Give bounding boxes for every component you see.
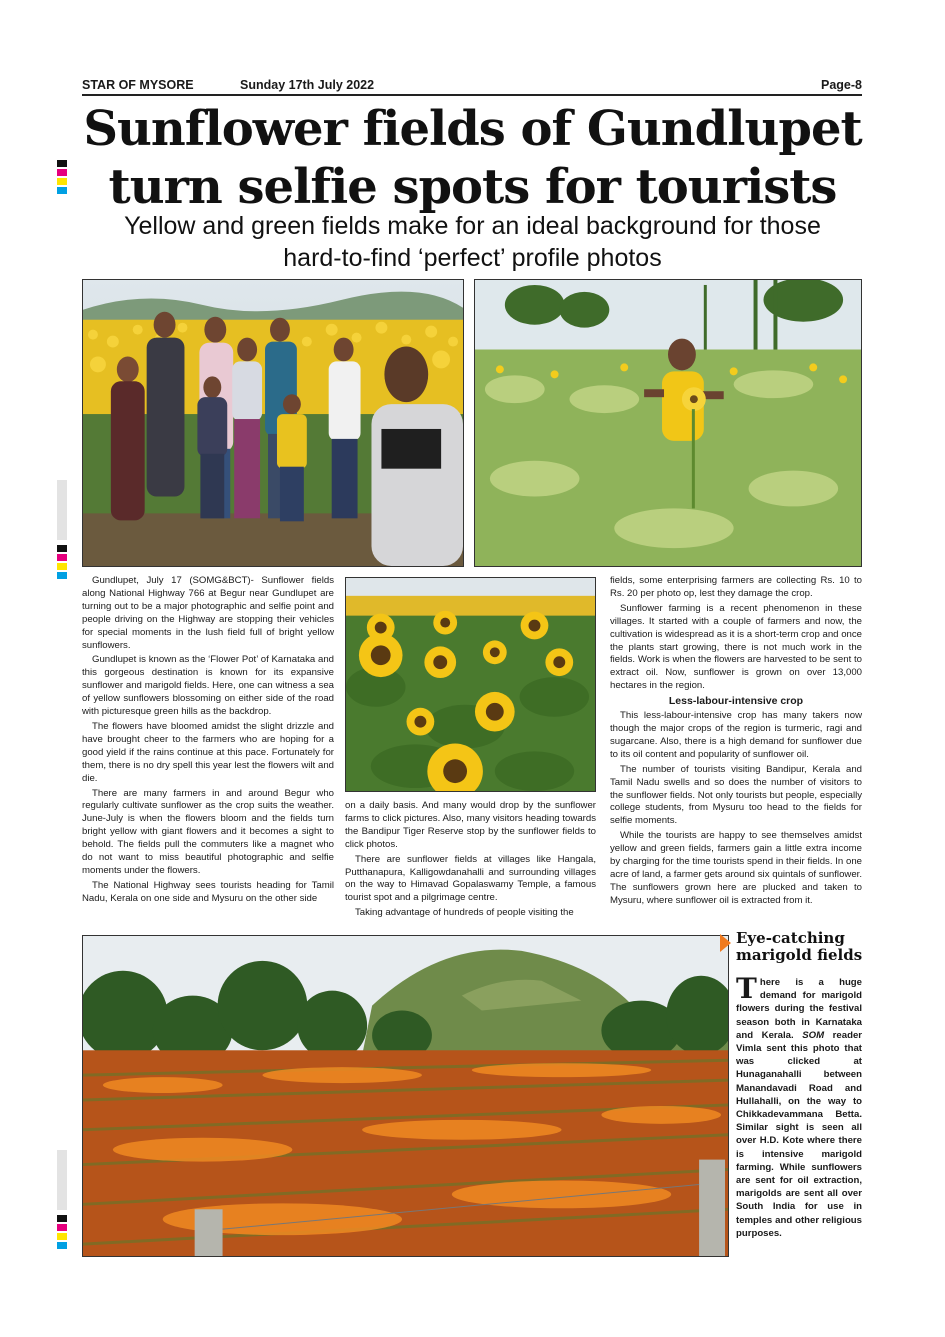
sidebar-title bbox=[736, 930, 865, 964]
section-subheading: Less-labour-intensive crop bbox=[668, 695, 804, 708]
drop-cap: T bbox=[736, 972, 757, 1005]
article-paragraph: While the tourists are happy to see themselves amidst yellow and green fields, farmers gain a little extra income by charging for the time tourists spend in their fields. In one acre of land, a farmer gets around six quintals of sunflower. The sunflowers grown here are plucked and taken to Mysuru, where sunflower oil is extracted from it. bbox=[610, 830, 862, 906]
article-column-2 bbox=[345, 800, 596, 922]
sunflower-closeup-photo bbox=[345, 577, 596, 792]
article-paragraph: There are sunflower fields at villages like Hangala, Putthanapura, Kalligowdanahalli and surrounding villages on the way to Himavad Gopalaswamy Temple, a famous tourist spot and a pilgrimage centre. bbox=[345, 853, 596, 904]
group-selfie-photo bbox=[82, 279, 464, 567]
registration-marks-bottom bbox=[57, 1215, 67, 1251]
headline-line-2: turn selfie spots for tourists bbox=[108, 159, 837, 215]
issue-date: Sunday 17th July 2022 bbox=[240, 78, 375, 92]
subheadline-line-2: hard-to-find ‘perfect’ profile photos bbox=[283, 244, 662, 272]
sidebar-body bbox=[736, 972, 863, 1240]
article-paragraph: There are many farmers in and around Begur who regularly cultivate sunflower as the crop suits the weather. June-July is when the flowers bloom and the fields turn bright yellow with giant flowers and it becomes a sight to behold. The fields pull the commuters like a magnet who do not want to miss beautiful photographic and selfie moments under the flowers. bbox=[82, 787, 334, 876]
man-in-sunflower-field-photo bbox=[474, 279, 862, 567]
article-paragraph: fields, some enterprising farmers are collecting Rs. 10 to Rs. 20 per photo op, lest they damage the crop. bbox=[610, 575, 862, 599]
masthead bbox=[82, 78, 862, 96]
sidebar-text-continued: reader Vimla sent this photo that was clicked at Hunaganahalli between Manandavadi Road and Hullahalli, on the way to Chikkadevammana Betta. Similar sight is seen all over H.D. Kote where there is intensive marigold farming. While sunflowers are sent for oil extraction, marigolds are sent all over South India for use in temples and other religious purposes. bbox=[736, 1029, 863, 1239]
subheadline-line-1: Yellow and green fields make for an ideal background for those bbox=[124, 212, 821, 240]
subheadline bbox=[70, 210, 875, 274]
article-paragraph: The flowers have bloomed amidst the slight drizzle and have brought cheer to the farmers who are hoping for a good yield if the rains continue at this pace. Fortunately for them, there is no dry spell this year lest the flowers wilt and die. bbox=[82, 720, 334, 784]
sidebar-heading bbox=[720, 930, 865, 964]
margin-gray-bar-lower bbox=[57, 1150, 67, 1210]
headline bbox=[70, 100, 875, 216]
sidebar-title-line-2: marigold fields bbox=[736, 946, 863, 964]
sidebar-text: here is a huge demand for marigold flowers during the festival season both in Karnataka and Kerala. bbox=[736, 977, 862, 1041]
sidebar-title-line-1: Eye-catching bbox=[736, 929, 845, 947]
marigold-field-photo bbox=[82, 935, 729, 1257]
article-paragraph: The number of tourists visiting Bandipur, Kerala and Tamil Nadu swells and so does the number of visitors to the sunflower fields. Not only tourists but people, especially college students, from Mysuru too head to the fields for selfie moments. bbox=[610, 763, 862, 827]
article-column-3 bbox=[610, 575, 862, 910]
registration-marks-top bbox=[57, 160, 67, 196]
registration-marks-mid bbox=[57, 545, 67, 581]
margin-gray-bar bbox=[57, 480, 67, 540]
article-paragraph: Taking advantage of hundreds of people visiting the bbox=[355, 907, 574, 919]
headline-line-1: Sunflower fields of Gundlupet bbox=[83, 101, 862, 157]
article-paragraph: Gundlupet is known as the ‘Flower Pot’ of Karnataka and this gorgeous destination is known for its expansive sunflower and marigold fields. Here, one can witness a sea of yellow sunflowers blossoming on either side of the road with picturesque green hills as the backdrop. bbox=[82, 654, 334, 718]
article-paragraph: Gundlupet, July 17 (SOMG&BCT)- Sunflower fields along National Highway 766 at Begur near Gundlupet are turning out to be a major photographic and selfie point and people driving on the Highway are stopping their vehicles for special moments in the lush field full of bright yellow sunflowers. bbox=[82, 575, 334, 651]
page-number: Page-8 bbox=[821, 78, 862, 92]
sidebar-text-emphasis: SOM bbox=[802, 1029, 825, 1041]
article-column-1 bbox=[82, 575, 334, 908]
article-paragraph: This less-labour-intensive crop has many takers now though the major crops of the region is turmeric, ragi and sugarcane. Also, there is a high demand for sunflower due to its oil content and popularity of sunflower oil. bbox=[610, 710, 862, 760]
arrow-icon bbox=[720, 934, 731, 952]
newspaper-name: STAR OF MYSORE bbox=[82, 78, 194, 92]
article-paragraph: Sunflower farming is a recent phenomenon in these villages. It started with a couple of farmers and now, the cultivation is widespread as it is a short-term crop and once the plants start growing, there is not much work in the fields. Work is when the flowers are harvested to be sent to extract oil. Now, sunflower is grown on over 13,000 hectares in the region. bbox=[610, 602, 862, 692]
article-paragraph: on a daily basis. And many would drop by the sunflower farms to click pictures. Also, many visitors heading towards the Bandipur Tiger Reserve stop by the sunflower fields to click photos. bbox=[345, 800, 596, 850]
article-paragraph: The National Highway sees tourists heading for Tamil Nadu, Kerala on one side and Mysuru on the other side bbox=[82, 879, 334, 904]
